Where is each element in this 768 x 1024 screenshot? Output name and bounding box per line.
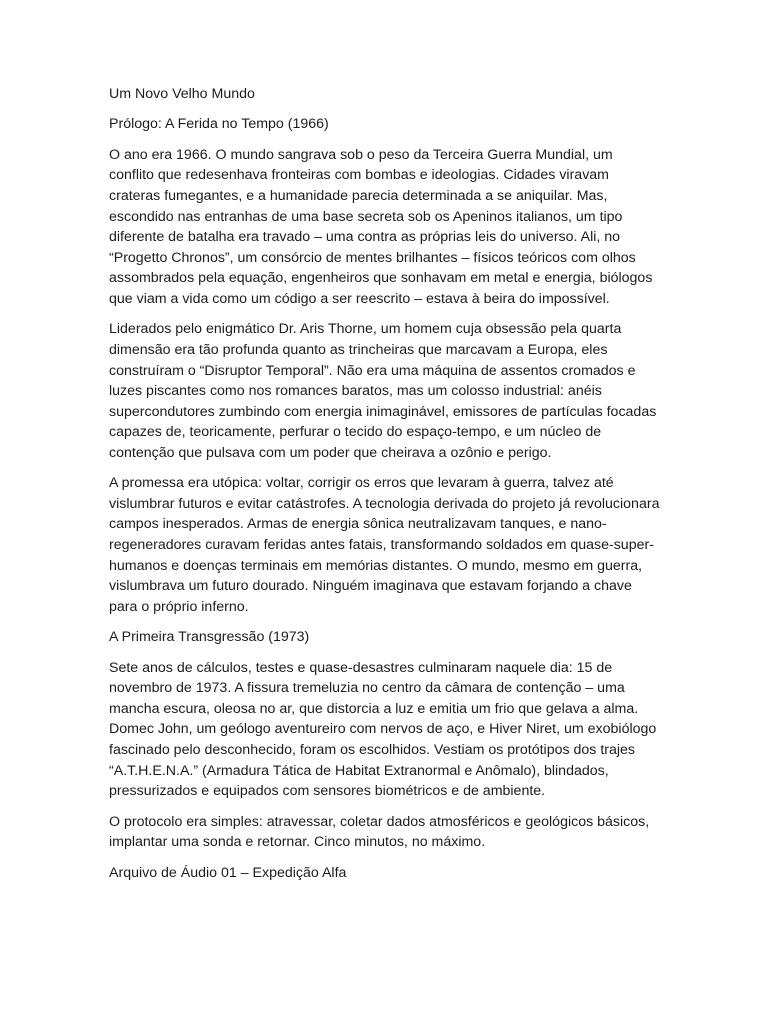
- section-heading: A Primeira Transgressão (1973): [109, 629, 310, 646]
- document-title: Um Novo Velho Mundo: [109, 86, 255, 102]
- audio-file-heading: Arquivo de Áudio 01 – Expedição Alfa: [109, 864, 347, 881]
- paragraph: O protocolo era simples: atravessar, coletar dados atmosféricos e geológicos básicos, implantar uma sonda e retornar. Cinco minutos, no máximo.: [109, 813, 650, 851]
- document-body: [109, 84, 661, 893]
- prologue-heading: Prólogo: A Ferida no Tempo (1966): [109, 116, 329, 133]
- paragraph: O ano era 1966. O mundo sangrava sob o peso da Terceira Guerra Mundial, um conflito que redesenhava fronteiras com bombas e ideologias. Cidades viravam crateras fumegantes, e a humanidade parecia determinada a se aniquilar. Mas, escondido nas entranhas de uma base secreta sob os Apeninos italianos, um tipo diferente de batalha era travado – uma contra as próprias leis do universo. Ali, no “Progetto Chronos”, um consórcio de mentes brilhantes – físicos teóricos com olhos assombrados pela equação, engenheiros que sonhavam em metal e energia, biólogos que viam a vida como um código a ser reescrito – estava à beira do impossível.: [109, 146, 653, 307]
- paragraph: A promessa era utópica: voltar, corrigir os erros que levaram à guerra, talvez até vislumbrar futuros e evitar catástrofes. A tecnologia derivada do projeto já revolucionara campos inesperados. Armas de energia sônica neutralizavam tanques, e nano-regeneradores curavam feridas antes fatais, transformando soldados em quase-super-humanos e doenças terminais em memórias distantes. O mundo, mesmo em guerra, vislumbrava um futuro dourado. Ninguém imaginava que estavam forjando a chave para o próprio inferno.: [109, 475, 660, 615]
- paragraph: Liderados pelo enigmático Dr. Aris Thorne, um homem cuja obsessão pela quarta dimensão era tão profunda quanto as trincheiras que marcavam a Europa, eles construíram o “Disruptor Temporal”. Não era uma máquina de assentos cromados e luzes piscantes como nos romances baratos, mas um colosso industrial: anéis supercondutores zumbindo com energia inimaginável, emissores de partículas focadas capazes de, teoricamente, perfurar o tecido do espaço-tempo, e um núcleo de contenção que pulsava com um poder que cheirava a ozônio e perigo.: [109, 321, 657, 461]
- paragraph: Sete anos de cálculos, testes e quase-desastres culminaram naquele dia: 15 de novembro de 1973. A fissura tremeluzia no centro da câmara de contenção – uma mancha escura, oleosa no ar, que distorcia a luz e emitia um frio que gelava a alma. Domec John, um geólogo aventureiro com nervos de aço, e Hiver Niret, um exobiólogo fascinado pelo desconhecido, foram os escolhidos. Vestiam os protótipos dos trajes “A.T.H.E.N.A.” (Armadura Tática de Habitat Extranormal e Anômalo), blindados, pressurizados e equipados com sensores biométricos e de ambiente.: [109, 659, 657, 800]
